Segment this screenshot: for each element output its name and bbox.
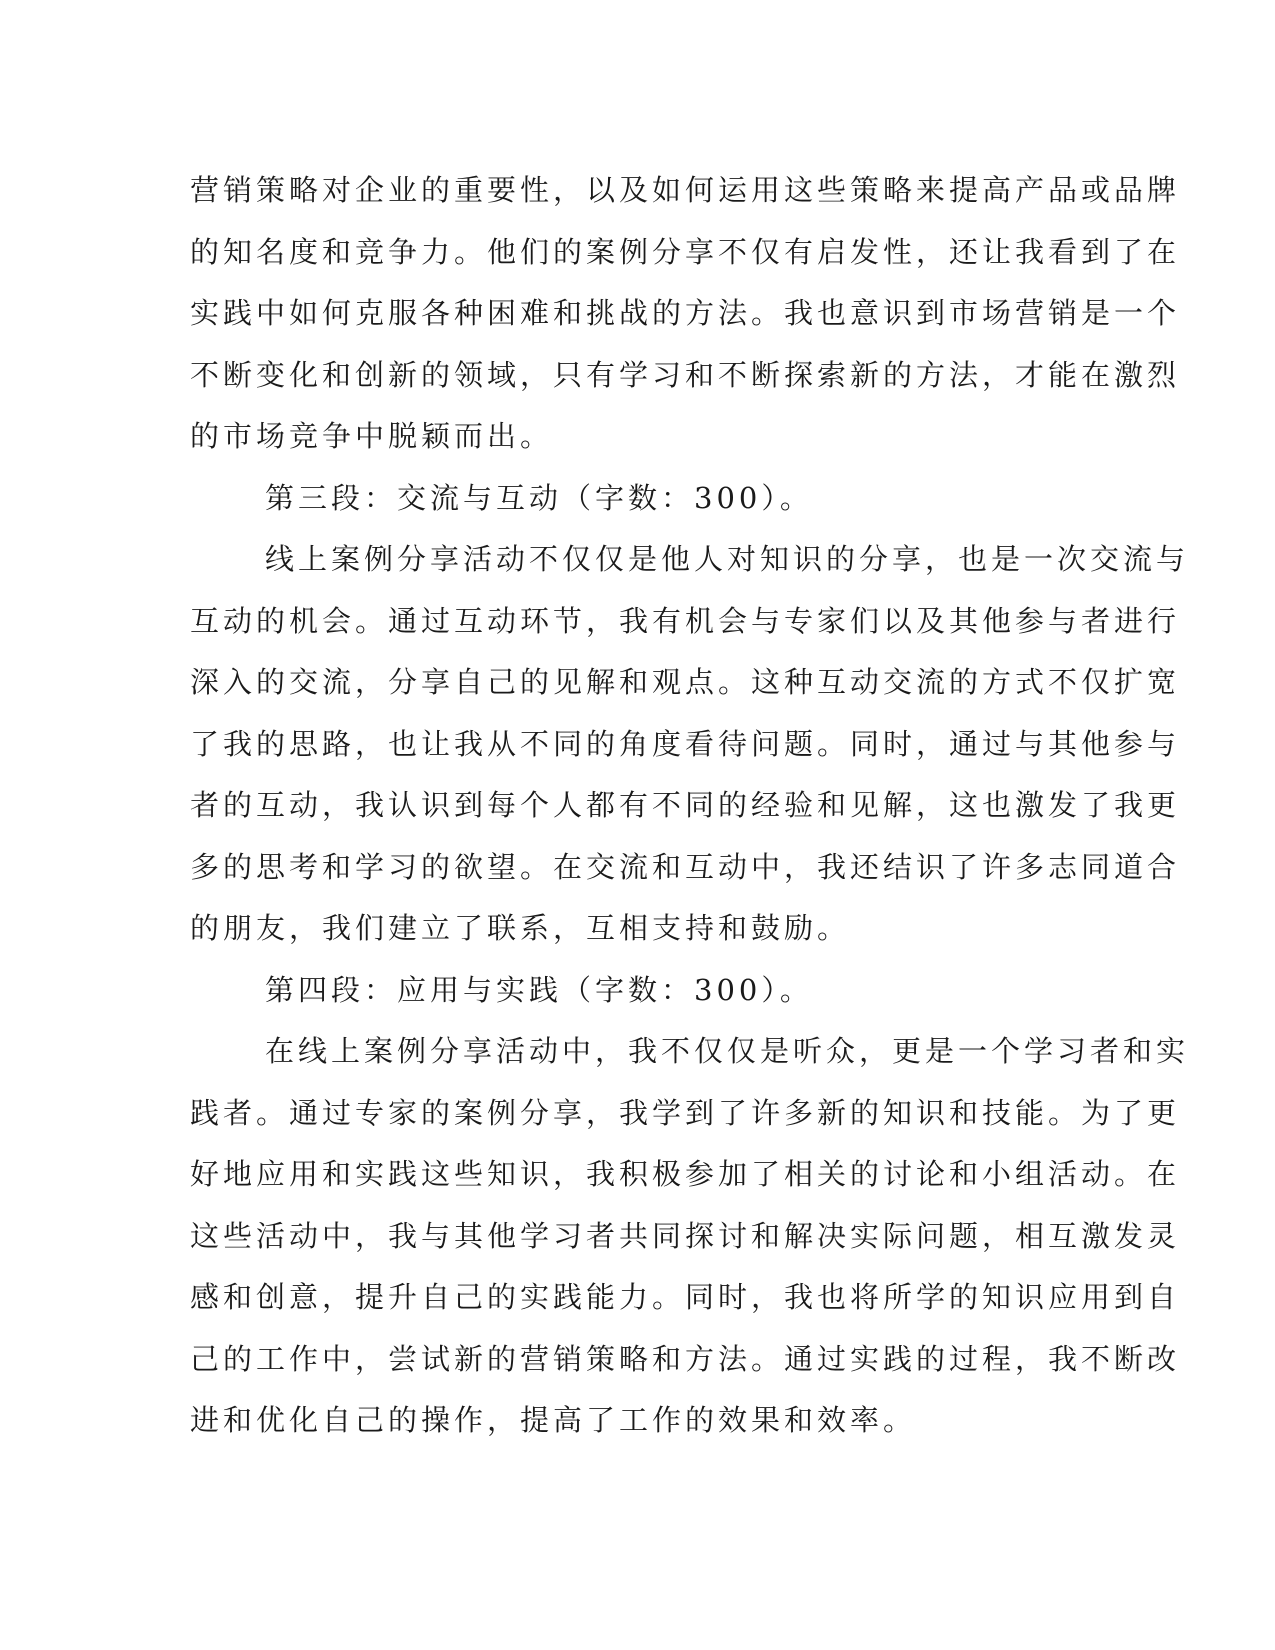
text-line: 不断变化和创新的领域，只有学习和不断探索新的方法，才能在激烈	[190, 357, 1181, 392]
text-line: 己的工作中，尝试新的营销策略和方法。通过实践的过程，我不断改	[190, 1341, 1181, 1376]
text-line: 践者。通过专家的案例分享，我学到了许多新的知识和技能。为了更	[190, 1095, 1181, 1130]
section-heading-3: 第三段：交流与互动（字数：300）。	[265, 480, 813, 515]
text-line: 互动的机会。通过互动环节，我有机会与专家们以及其他参与者进行	[190, 603, 1181, 638]
text-line: 营销策略对企业的重要性，以及如何运用这些策略来提高产品或品牌	[190, 173, 1181, 207]
text-line: 的朋友，我们建立了联系，互相支持和鼓励。	[190, 911, 851, 945]
body-text	[190, 160, 1190, 1452]
text-line: 的市场竞争中脱颖而出。	[190, 419, 554, 453]
text-line: 这些活动中，我与其他学习者共同探讨和解决实际问题，相互激发灵	[190, 1218, 1181, 1253]
text-line: 多的思考和学习的欲望。在交流和互动中，我还结识了许多志同道合	[190, 849, 1181, 884]
text-line: 实践中如何克服各种困难和挑战的方法。我也意识到市场营销是一个	[190, 296, 1181, 330]
text-line: 好地应用和实践这些知识，我积极参加了相关的讨论和小组活动。在	[190, 1157, 1181, 1191]
text-line: 的知名度和竞争力。他们的案例分享不仅有启发性，还让我看到了在	[190, 234, 1181, 269]
text-line: 了我的思路，也让我从不同的角度看待问题。同时，通过与其他参与	[190, 726, 1181, 761]
text-line: 者的互动，我认识到每个人都有不同的经验和见解，这也激发了我更	[190, 788, 1181, 822]
text-line: 感和创意，提升自己的实践能力。同时，我也将所学的知识应用到自	[190, 1280, 1181, 1314]
text-line: 在线上案例分享活动中，我不仅仅是听众，更是一个学习者和实	[265, 1034, 1190, 1068]
text-line: 线上案例分享活动不仅仅是他人对知识的分享，也是一次交流与	[265, 542, 1190, 576]
text-line: 进和优化自己的操作，提高了工作的效果和效率。	[190, 1403, 917, 1437]
text-line: 深入的交流，分享自己的见解和观点。这种互动交流的方式不仅扩宽	[190, 665, 1181, 699]
section-heading-4: 第四段：应用与实践（字数：300）。	[265, 972, 813, 1007]
